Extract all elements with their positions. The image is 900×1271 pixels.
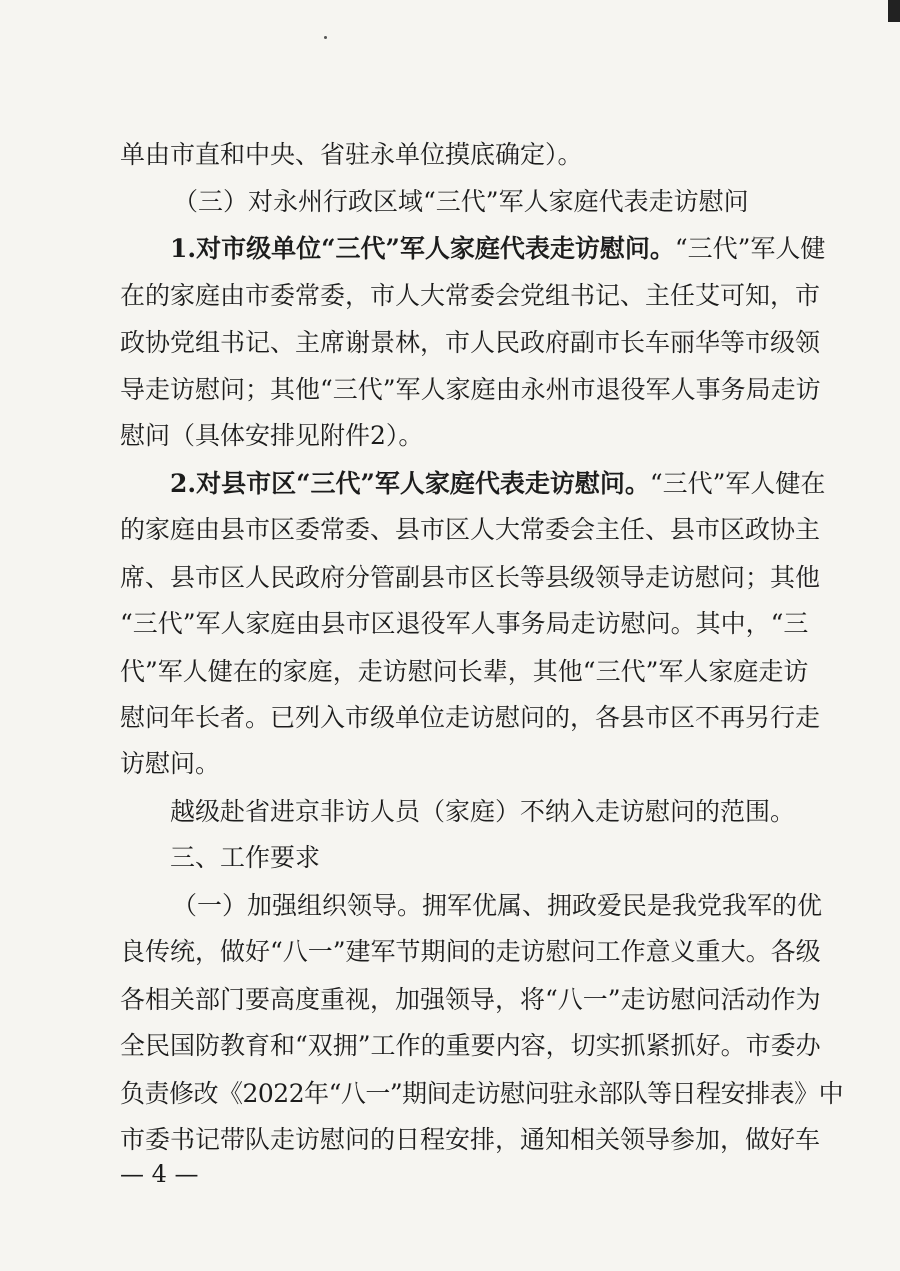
page-number: — 4 —	[120, 1160, 199, 1188]
paragraph-line	[170, 468, 826, 502]
scan-dot	[324, 36, 327, 39]
paragraph-line: 导走访慰问；其他“三代”军人家庭由永州市退役军人事务局走访	[120, 375, 821, 404]
paragraph-text: “三代”军人健在	[649, 469, 826, 498]
paragraph-line: 慰问（具体安排见附件2）。	[120, 421, 424, 450]
paragraph-line: 负责修改《2022年“八一”期间走访慰问驻永部队等日程安排表》中	[120, 1079, 844, 1108]
paragraph-line: 代”军人健在的家庭，走访慰问长辈，其他“三代”军人家庭走访	[120, 657, 809, 686]
paragraph-line: 单由市直和中央、省驻永单位摸底确定）。	[120, 140, 583, 169]
paragraph-line	[172, 890, 823, 924]
section-heading: （三）对永州行政区域“三代”军人家庭代表走访慰问	[173, 187, 749, 216]
paragraph-line: 访慰问。	[120, 749, 221, 778]
subsection-heading: 2.对县市区“三代”军人家庭代表走访慰问。	[170, 469, 650, 498]
subsection-heading: 1.对市级单位“三代”军人家庭代表走访慰问。	[170, 234, 675, 263]
paragraph-text: “三代”军人健	[674, 234, 826, 263]
paragraph-line: 越级赴省进京非访人员（家庭）不纳入走访慰问的范围。	[170, 797, 796, 826]
paragraph-line: 慰问年长者。已列入市级单位走访慰问的，各县市区不再另行走	[120, 703, 821, 732]
paragraph-line: 在的家庭由市委常委，市人大常委会党组书记、主任艾可知，市	[120, 281, 821, 310]
paragraph-line: 的家庭由县市区委常委、县市区人大常委会主任、县市区政协主	[120, 515, 821, 544]
paragraph-line: 良传统，做好“八一”建军节期间的走访慰问工作意义重大。各级	[120, 937, 821, 966]
paragraph-line: 各相关部门要高度重视，加强领导，将“八一”走访慰问活动作为	[120, 985, 821, 1014]
paragraph-line: 政协党组书记、主席谢景林，市人民政府副市长车丽华等市级领	[120, 328, 821, 357]
paragraph-line	[170, 233, 826, 267]
section-heading: 三、工作要求	[170, 843, 321, 872]
paragraph-line: 全民国防教育和“双拥”工作的重要内容，切实抓紧抓好。市委办	[120, 1031, 821, 1060]
paragraph-line: 席、县市区人民政府分管副县市区长等县级领导走访慰问；其他	[120, 563, 821, 592]
subsection-heading: （一）加强组织领导。	[172, 891, 423, 920]
scan-corner-mark	[888, 0, 900, 22]
paragraph-line: 市委书记带队走访慰问的日程安排，通知相关领导参加，做好车	[120, 1125, 821, 1154]
paragraph-text: 拥军优属、拥政爱民是我党我军的优	[422, 891, 823, 920]
paragraph-line: “三代”军人家庭由县市区退役军人事务局走访慰问。其中，“三	[120, 609, 809, 638]
